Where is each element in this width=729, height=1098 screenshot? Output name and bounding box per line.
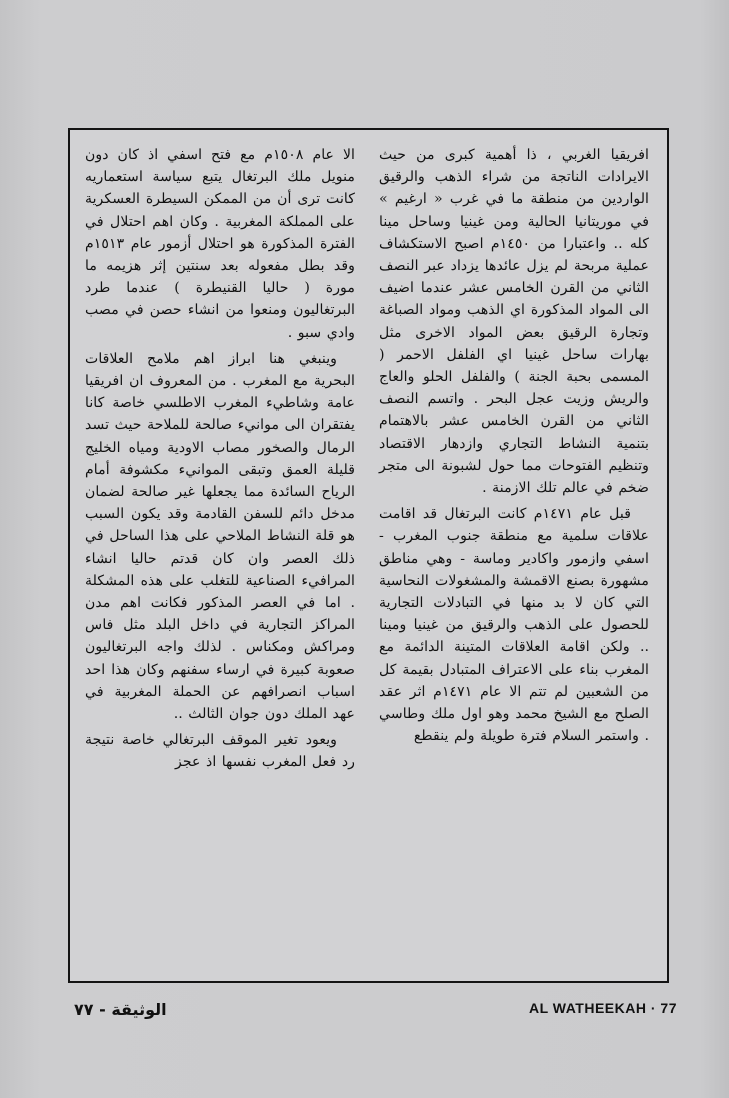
footer-page-number-english: AL WATHEEKAH · 77 — [529, 1000, 677, 1016]
footer-page-number-arabic: الوثيقة - ٧٧ — [74, 1000, 167, 1019]
article-frame — [68, 128, 669, 983]
paragraph: قبل عام ١٤٧١م كانت البرتغال قد اقامت علاقات سلمية مع منطقة جنوب المغرب - اسفي وازمور واكادير وماسة - وهي مناطق مشهورة بصنع الاقمشة والمشغولات النحاسية التي كان لا بد منها في التبادلات التجارية للحصول على الذهب والرقيق من غينيا ومينا .. ولكن اقامة العلاقات المتينة الدائمة مع المغرب بناء على الاعتراف المتبادل بقيمة كل من الشعبين لم تتم الا عام ١٤٧١م اثر عقد الصلح مع الشيخ محمد وهو اول ملك وطاسي . واستمر السلام فترة طويلة ولم ينقطع — [379, 506, 649, 745]
right-column — [379, 144, 649, 751]
paragraph: افريقيا الغربي ، ذا أهمية كبرى من حيث الايرادات الناتجة من شراء الذهب والرقيق الواردين من منطقة ما في غرب « ارغيم » في موريتانيا الحالية ومن غينيا وساحل مينا كله .. واعتبارا من ١٤٥٠م اصبح الاستكشاف عملية مربحة لم يزل عائدها يزداد عبر النصف الثاني من القرن الخامس عشر عندما اضيف الى المواد المذكورة اي الذهب ومواد الصباغة وتجارة الرقيق بعض المواد الاخرى مثل بهارات ساحل غينيا اي الفلفل الاحمر ( المسمى بحبة الجنة ) والفلفل الحلو والعاج والريش وزيت عجل البحر . واتسم النصف الثاني من القرن الخامس عشر بالاهتمام بتنمية النشاط التجاري وازدهار الاقتصاد وتنظيم الفتوحات مما حول لشبونة الى متجر ضخم في عالم تلك الازمنة . — [379, 147, 649, 497]
paragraph: الا عام ١٥٠٨م مع فتح اسفي اذ كان دون منويل ملك البرتغال يتبع سياسة استعماريه كانت ترى أن من الممكن السيطرة العسكرية على المملكة المغربية . وكان اهم احتلال في الفترة المذكورة هو احتلال أزمور عام ١٥١٣م وقد بطل مفعوله بعد سنتين إثر هزيمه ما مورة ( حاليا القنيطرة ) عندما طرد البرتغاليون ومنعوا من انشاء حصن في مصب وادي سبو . — [85, 147, 355, 341]
paragraph: وينبغي هنا ابراز اهم ملامح العلاقات البحرية مع المغرب . من المعروف ان افريقيا عامة وشاطيء المغرب الاطلسي خاصة كانا يفتقران الى موانيء صالحة للملاحة حيث تسد الرمال والصخور مصاب الاودية ومياه الخليج قليلة العمق وتبقى الموانيء مكشوفة أمام الرياح السائدة مما يجعلها غير صالحة لضمان مدخل دائم للسفن القادمة وقد يكون السبب هو قلة النشاط الملاحي على هذا الساحل في ذلك العصر وان كان قدتم حاليا انشاء المرافيء الصناعية للتغلب على هذه المشكلة . اما في العصر المذكور فكانت اهم مدن المراكز التجارية في داخل البلد مثل فاس ومراكش ومكناس . لذلك واجه البرتغاليون صعوبة كبيرة في ارساء سفنهم وكان هذا احد اسباب انصرافهم عن الحملة المغربية في عهد الملك دون جوان الثالث .. — [85, 350, 355, 723]
paragraph: ويعود تغير الموقف البرتغالي خاصة نتيجة رد فعل المغرب نفسها اذ عجز — [85, 732, 355, 771]
left-column — [85, 144, 355, 778]
